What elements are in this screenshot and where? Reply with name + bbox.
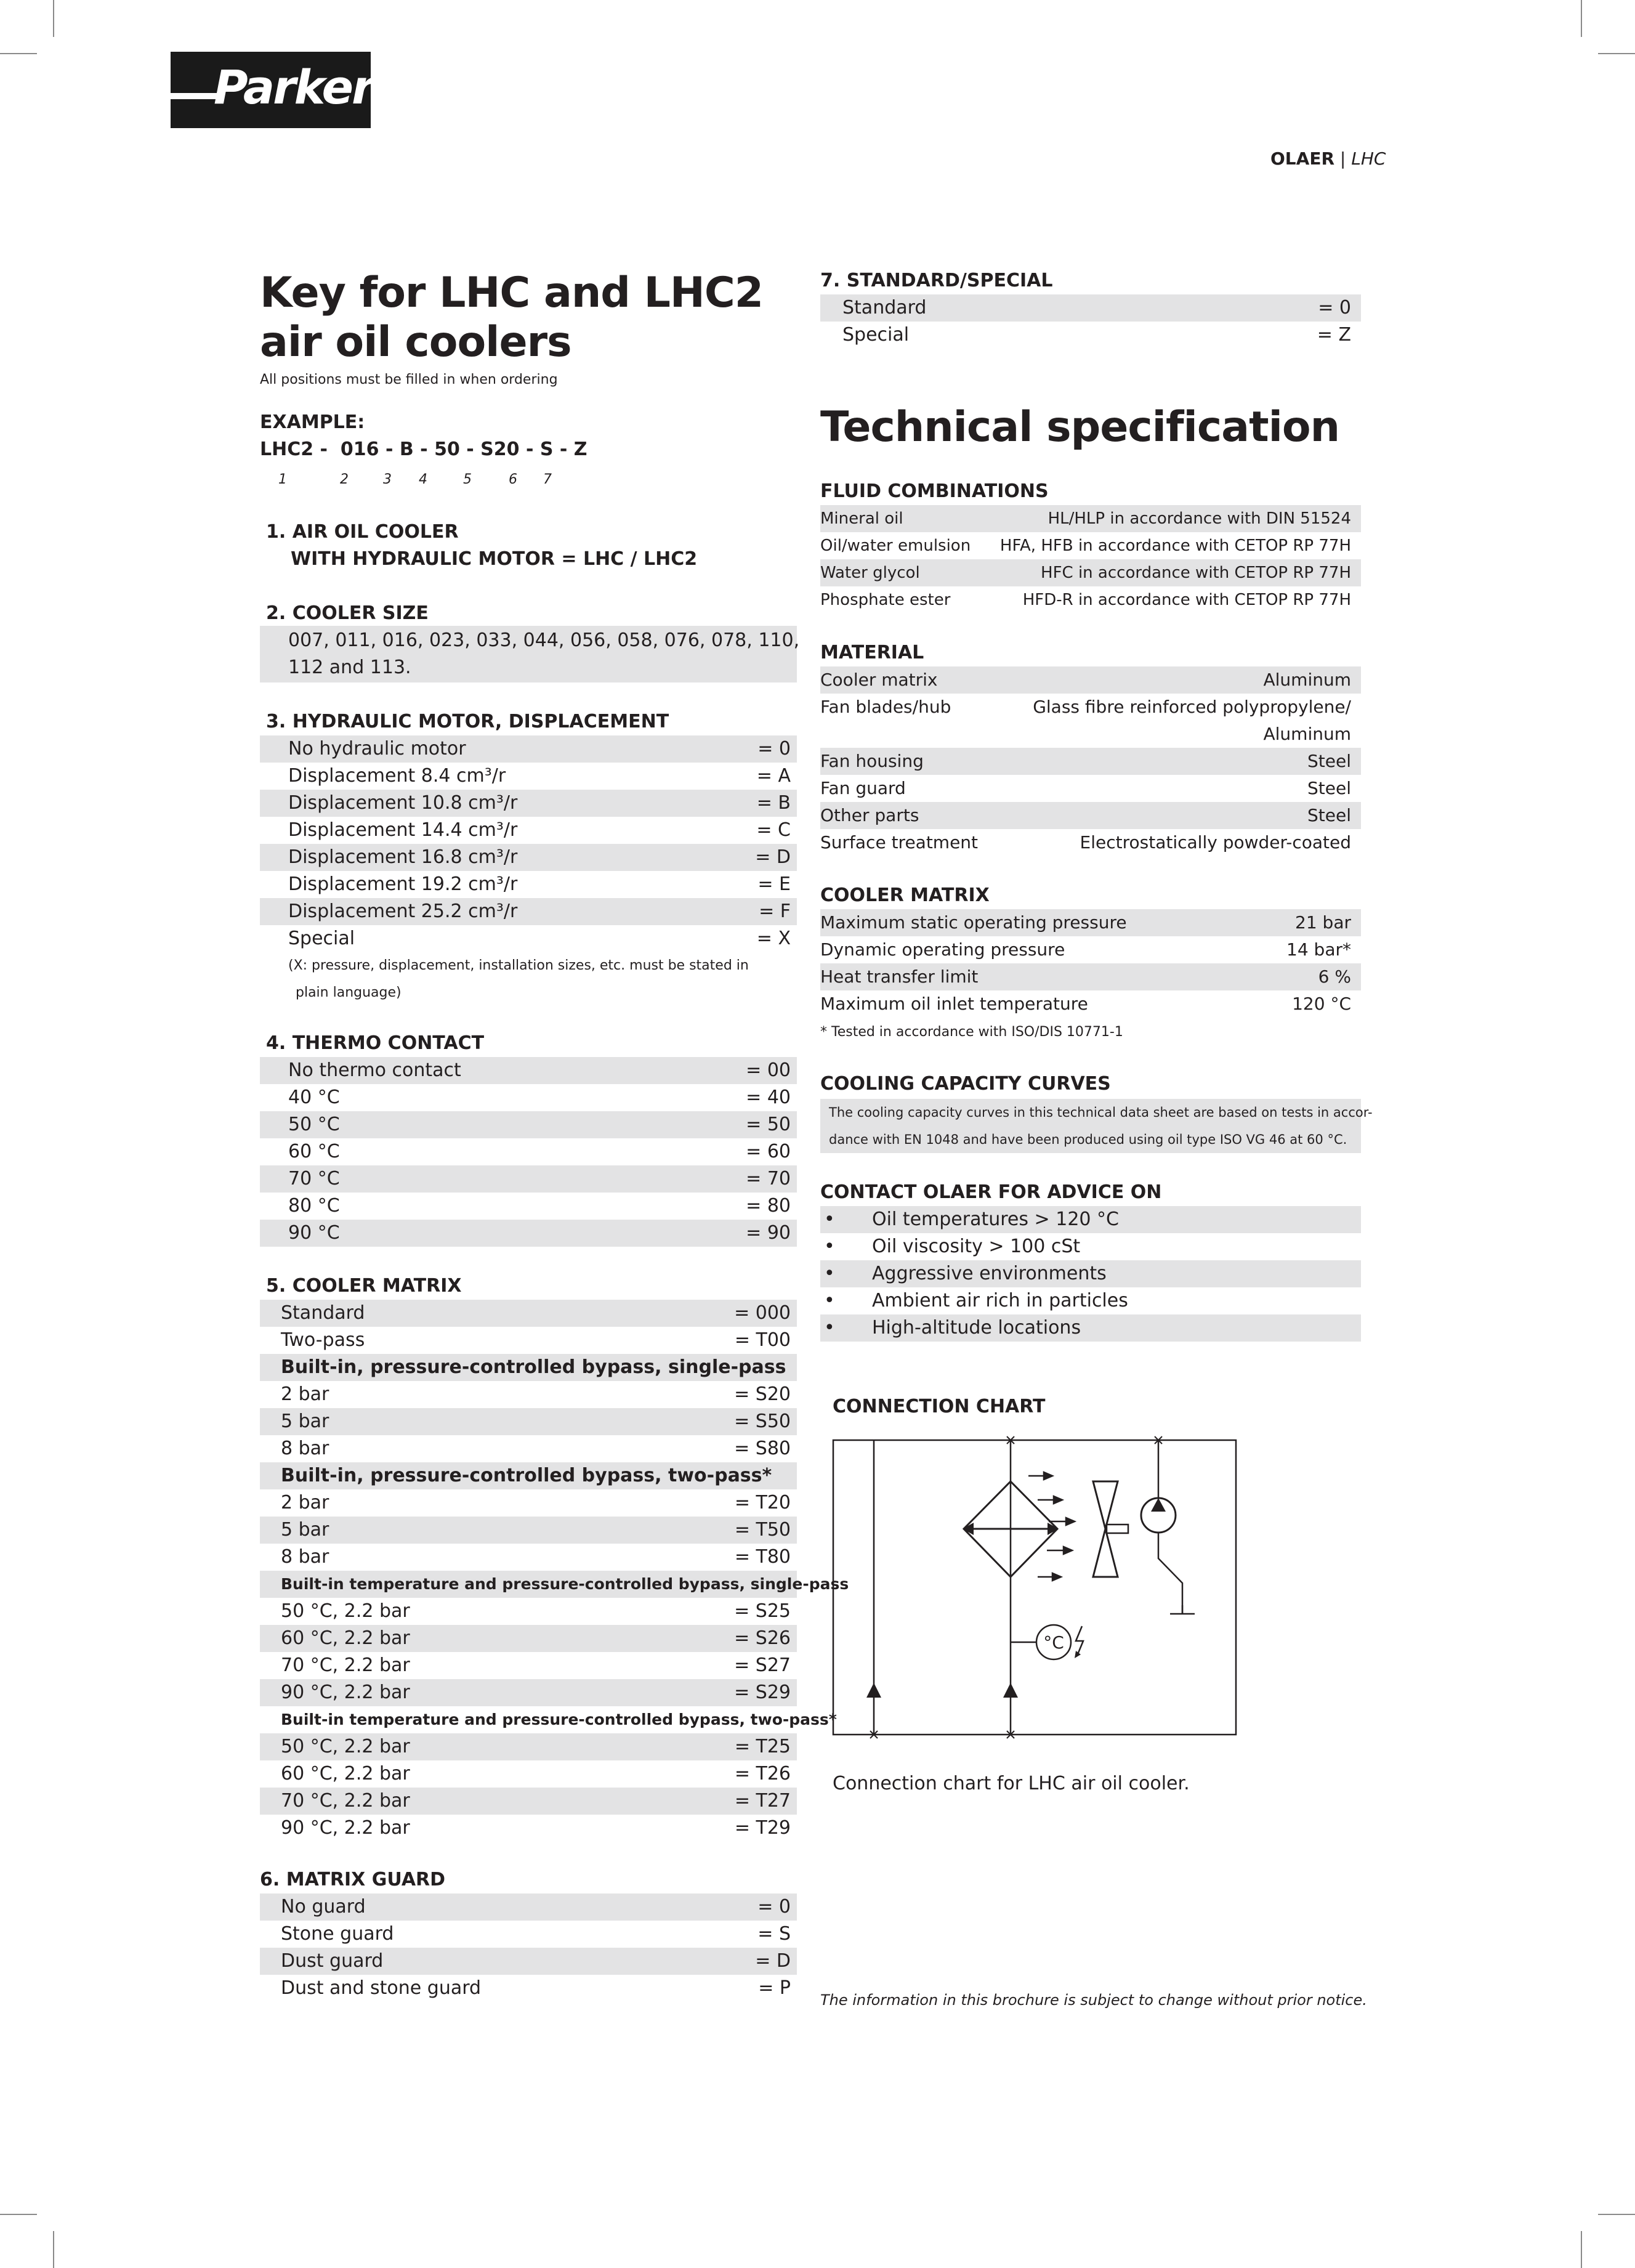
row-value: 14 bar*: [1286, 939, 1351, 960]
table-row: [820, 963, 1361, 990]
list-item: [820, 1260, 1361, 1287]
row-label: 90 °C: [288, 1222, 340, 1244]
row-label: Fan housing: [820, 751, 924, 771]
row-label: Displacement 16.8 cm³/r: [288, 846, 518, 868]
fluid-table: [820, 505, 1361, 614]
table-row: [260, 1788, 797, 1815]
table-row: [820, 294, 1361, 322]
table-row: [260, 925, 797, 952]
crop-mark: [1581, 0, 1582, 37]
row-value: Steel: [1307, 778, 1351, 798]
table-row: [260, 1893, 797, 1921]
position-number: 4: [419, 472, 427, 487]
table-row: [260, 1679, 797, 1706]
bullet-icon: •: [824, 1290, 835, 1311]
row-code: = S: [757, 1923, 791, 1945]
section-3-title: 3. HYDRAULIC MOTOR, DISPLACEMENT: [266, 711, 669, 732]
row-label: 80 °C: [288, 1195, 340, 1217]
row-label: No guard: [281, 1896, 366, 1918]
row-label: Mineral oil: [820, 509, 903, 528]
section-5-title: 5. COOLER MATRIX: [266, 1275, 462, 1297]
row-code: = 00: [746, 1059, 791, 1081]
crop-mark: [1581, 2231, 1582, 2268]
row-label: Two-pass: [281, 1329, 365, 1351]
chart-caption: Connection chart for LHC air oil cooler.: [833, 1773, 1190, 1794]
row-label: 40 °C: [288, 1087, 340, 1108]
advice-title: CONTACT OLAER FOR ADVICE ON: [820, 1181, 1162, 1203]
section-1-title: 1. AIR OIL COOLER: [266, 521, 459, 543]
row-label: Heat transfer limit: [820, 966, 979, 987]
crop-mark: [1598, 53, 1635, 54]
row-label: 2 bar: [281, 1383, 329, 1405]
logo-text: Parker: [214, 60, 373, 115]
row-code: = X: [756, 928, 791, 949]
page-title-line2: air oil coolers: [260, 318, 571, 367]
row-code: = T80: [734, 1546, 791, 1568]
table-row: [260, 735, 797, 763]
list-item: [820, 1233, 1361, 1260]
row-label: Standard: [281, 1302, 365, 1324]
section-6-title: 6. MATRIX GUARD: [260, 1869, 446, 1890]
connection-chart-diagram: [828, 1429, 1241, 1749]
table-subheading: [260, 1571, 849, 1598]
table-row: [260, 898, 797, 925]
table-row: [260, 1300, 797, 1327]
row-code: = T26: [734, 1763, 791, 1784]
row-label: Oil/water emulsion: [820, 537, 971, 555]
fluid-title: FLUID COMBINATIONS: [820, 480, 1049, 502]
table-row: [820, 909, 1361, 936]
row-label: 70 °C, 2.2 bar: [281, 1790, 410, 1812]
table-row: [260, 1489, 797, 1517]
table-row: [820, 666, 1361, 694]
section-4-title: 4. THERMO CONTACT: [266, 1032, 485, 1054]
row-code: = 0: [757, 738, 791, 759]
logo-stripe: [171, 93, 220, 99]
table-row: [260, 1544, 797, 1571]
position-number: 7: [543, 472, 552, 487]
list-item-text: Aggressive environments: [872, 1263, 1107, 1284]
row-label: 70 °C, 2.2 bar: [281, 1654, 410, 1676]
row-label: 2 bar: [281, 1492, 329, 1513]
row-code: = 90: [746, 1222, 791, 1244]
table-row: [820, 322, 1361, 349]
row-label: Displacement 25.2 cm³/r: [288, 901, 518, 922]
thermo-table: [260, 1057, 797, 1247]
list-item: [820, 1206, 1361, 1233]
table-row: [260, 1057, 797, 1084]
row-code: = D: [755, 1950, 791, 1972]
thermo-contact-label: °C: [1043, 1632, 1064, 1653]
tech-spec-title: Technical specification: [820, 403, 1340, 452]
crop-mark: [1598, 2214, 1635, 2215]
row-code: = T20: [734, 1492, 791, 1513]
row-code: = B: [756, 792, 791, 814]
row-value: 21 bar: [1295, 912, 1351, 933]
table-row: [260, 1598, 797, 1625]
connection-chart-title: CONNECTION CHART: [833, 1396, 1046, 1417]
disclaimer: The information in this brochure is subject to change without prior notice.: [820, 1991, 1367, 2009]
table-row: [260, 790, 797, 817]
row-label: 90 °C, 2.2 bar: [281, 1682, 410, 1703]
row-label: Cooler matrix: [820, 670, 938, 690]
flow-lines: [1011, 1440, 1195, 1735]
table-row: [260, 871, 797, 898]
material-title: MATERIAL: [820, 642, 924, 663]
matrix-code-table: [260, 1300, 849, 1842]
row-value: Steel: [1307, 805, 1351, 825]
row-label: 50 °C, 2.2 bar: [281, 1736, 410, 1757]
row-label: Built-in, pressure-controlled bypass, two-pass*: [281, 1465, 772, 1486]
page-title-line1: Key for LHC and LHC2: [260, 269, 764, 317]
header-brand: OLAER: [1270, 148, 1335, 169]
row-code: = P: [758, 1977, 791, 1999]
row-code: = S25: [734, 1600, 791, 1622]
row-code: = 40: [746, 1087, 791, 1108]
curves-line2: dance with EN 1048 and have been produced using oil type ISO VG 46 at 60 °C.: [829, 1132, 1347, 1147]
guard-table: [260, 1893, 797, 2002]
example-label: EXAMPLE:: [260, 411, 365, 433]
row-value: HL/HLP in accordance with DIN 51524: [1048, 509, 1351, 528]
list-item: [820, 1314, 1361, 1342]
table-row: [260, 1220, 797, 1247]
row-code: = 70: [746, 1168, 791, 1189]
row-label: 70 °C: [288, 1168, 340, 1189]
row-code: = T50: [734, 1519, 791, 1541]
row-code: = S27: [734, 1654, 791, 1676]
list-item-text: Oil viscosity > 100 cSt: [872, 1236, 1081, 1257]
row-code: = T29: [734, 1817, 791, 1839]
row-label: No hydraulic motor: [288, 738, 466, 759]
row-label: Built-in temperature and pressure-controlled bypass, two-pass*: [281, 1711, 837, 1728]
table-row: [260, 1084, 797, 1111]
row-label: 8 bar: [281, 1438, 329, 1459]
crop-mark: [53, 2231, 54, 2268]
list-item: [820, 1287, 1361, 1314]
frame: [833, 1440, 1236, 1735]
bullet-icon: •: [824, 1263, 835, 1284]
table-row: [820, 532, 1361, 559]
row-code: = S29: [734, 1682, 791, 1703]
running-header: [1270, 148, 1386, 169]
table-row: [260, 817, 797, 844]
list-item-text: High-altitude locations: [872, 1317, 1081, 1339]
row-code: = S80: [734, 1438, 791, 1459]
position-number: 5: [463, 472, 472, 487]
parker-logo: [171, 52, 371, 128]
table-row: [260, 1760, 797, 1788]
section-1-line2: WITH HYDRAULIC MOTOR = LHC / LHC2: [291, 548, 698, 570]
row-label: 60 °C, 2.2 bar: [281, 1763, 410, 1784]
row-label: Other parts: [820, 805, 919, 825]
position-number: 3: [383, 472, 392, 487]
fan-symbol: [1093, 1481, 1118, 1577]
table-row: [260, 1625, 797, 1652]
row-code: = 0: [757, 1896, 791, 1918]
cooler-matrix-title: COOLER MATRIX: [820, 885, 990, 906]
row-code: = T27: [734, 1790, 791, 1812]
row-code: = T00: [734, 1329, 791, 1351]
row-code: = 0: [1318, 297, 1351, 318]
table-row: [260, 763, 797, 790]
table-row: [260, 1733, 797, 1760]
bullet-icon: •: [824, 1236, 835, 1257]
row-label: 5 bar: [281, 1411, 329, 1432]
row-code: = 60: [746, 1141, 791, 1162]
row-code: = T25: [734, 1736, 791, 1757]
table-row: [820, 775, 1361, 802]
row-code: = D: [755, 846, 791, 868]
row-label: Displacement 14.4 cm³/r: [288, 819, 518, 841]
row-label: 90 °C, 2.2 bar: [281, 1817, 410, 1839]
table-row: [260, 1948, 797, 1975]
table-row: [260, 1517, 797, 1544]
row-value: Aluminum: [1263, 724, 1351, 744]
row-label: Fan guard: [820, 778, 906, 798]
position-number: 1: [278, 472, 287, 487]
table-row: [260, 844, 797, 871]
table-row: [260, 1435, 797, 1462]
row-label: Dust and stone guard: [281, 1977, 482, 1999]
table-row: [260, 1327, 797, 1354]
table-row: [820, 802, 1361, 829]
shaft: [1107, 1525, 1128, 1533]
row-code: = E: [757, 873, 791, 895]
row-value: Electrostatically powder-coated: [1080, 832, 1351, 853]
table-subheading: [260, 1462, 797, 1489]
subtitle: All positions must be filled in when ordering: [260, 372, 558, 387]
table-row: [820, 559, 1361, 586]
row-value: Aluminum: [1263, 670, 1351, 690]
table-row: [260, 1652, 797, 1679]
row-value: HFA, HFB in accordance with CETOP RP 77H: [999, 537, 1351, 555]
example-code: LHC2 - 016 - B - 50 - S20 - S - Z: [260, 439, 587, 460]
row-code: = S20: [734, 1383, 791, 1405]
row-label: Dynamic operating pressure: [820, 939, 1065, 960]
header-product: LHC: [1351, 148, 1386, 169]
table-row: [260, 1165, 797, 1193]
material-table: [820, 666, 1361, 856]
crop-mark: [0, 53, 37, 54]
row-code: = 000: [734, 1302, 791, 1324]
row-label: Standard: [842, 297, 927, 318]
table-subheading: [260, 1706, 837, 1733]
row-label: 5 bar: [281, 1519, 329, 1541]
table-row: [260, 1138, 797, 1165]
cooler-matrix-table: [820, 909, 1361, 1018]
row-label: Built-in temperature and pressure-controlled bypass, single-pass: [281, 1575, 849, 1593]
table-subheading: [260, 1354, 797, 1381]
row-label: Special: [288, 928, 355, 949]
table-row: [820, 505, 1361, 532]
row-label: 50 °C, 2.2 bar: [281, 1600, 410, 1622]
row-code: = C: [756, 819, 791, 841]
bullet-icon: •: [824, 1209, 835, 1230]
table-row: [260, 1111, 797, 1138]
table-row: [820, 586, 1361, 614]
row-label: 60 °C: [288, 1141, 340, 1162]
row-label: Displacement 8.4 cm³/r: [288, 765, 506, 787]
curves-line1: The cooling capacity curves in this technical data sheet are based on tests in accor-: [829, 1105, 1373, 1120]
row-label: Water glycol: [820, 564, 920, 582]
row-code: = S50: [734, 1411, 791, 1432]
section-2-title: 2. COOLER SIZE: [266, 602, 429, 624]
row-label: 60 °C, 2.2 bar: [281, 1627, 410, 1649]
row-label: Maximum oil inlet temperature: [820, 994, 1088, 1014]
row-label: Displacement 10.8 cm³/r: [288, 792, 518, 814]
row-label: Stone guard: [281, 1923, 394, 1945]
row-value: HFC in accordance with CETOP RP 77H: [1041, 564, 1351, 582]
header-separator: |: [1339, 148, 1346, 169]
row-value: 6 %: [1318, 966, 1351, 987]
row-value: HFD-R in accordance with CETOP RP 77H: [1022, 591, 1351, 609]
standard-special-table: [820, 294, 1361, 349]
advice-list: [820, 1206, 1361, 1342]
row-label: 50 °C: [288, 1114, 340, 1135]
motor-table: [260, 735, 797, 952]
curves-box: [820, 1099, 1373, 1153]
row-label: Dust guard: [281, 1950, 384, 1972]
row-code: = 50: [746, 1114, 791, 1135]
position-number: 2: [340, 472, 349, 487]
section-7-title: 7. STANDARD/SPECIAL: [820, 270, 1053, 291]
row-label: Maximum static operating pressure: [820, 912, 1127, 933]
table-row: [820, 829, 1361, 856]
check-valve-icons: [866, 1683, 1018, 1698]
bullet-icon: •: [824, 1317, 835, 1339]
crop-mark: [0, 2214, 37, 2215]
thermo-contact-symbol: [1036, 1625, 1083, 1659]
row-label: 8 bar: [281, 1546, 329, 1568]
motor-note-line1: (X: pressure, displacement, installation sizes, etc. must be stated in: [288, 958, 749, 973]
row-code: = Z: [1317, 324, 1351, 346]
row-label: Surface treatment: [820, 832, 979, 853]
row-code: = S26: [734, 1627, 791, 1649]
cooler-size-line1: 007, 011, 016, 023, 033, 044, 056, 058, 076, 078, 110,: [288, 630, 800, 651]
table-row: [820, 990, 1361, 1018]
table-row: [260, 1193, 797, 1220]
crop-mark: [53, 0, 54, 37]
row-value: Steel: [1307, 751, 1351, 771]
table-row: [820, 694, 1361, 721]
table-row: [820, 936, 1361, 963]
matrix-footnote: * Tested in accordance with ISO/DIS 10771-1: [820, 1024, 1123, 1040]
row-code: = A: [756, 765, 791, 787]
row-code: = 80: [746, 1195, 791, 1217]
row-label: Phosphate ester: [820, 591, 951, 609]
table-row: [260, 1408, 797, 1435]
table-row: [820, 748, 1361, 775]
row-value: Glass fibre reinforced polypropylene/: [1033, 697, 1351, 717]
row-value: 120 °C: [1292, 994, 1351, 1014]
table-row: [260, 1975, 797, 2002]
row-label: Built-in, pressure-controlled bypass, single-pass: [281, 1356, 786, 1378]
table-row: [260, 1815, 797, 1842]
curves-title: COOLING CAPACITY CURVES: [820, 1073, 1111, 1095]
row-label: Special: [842, 324, 910, 346]
row-code: = F: [759, 901, 791, 922]
table-row: [260, 1921, 797, 1948]
table-row: [820, 721, 1361, 748]
row-label: Fan blades/hub: [820, 697, 951, 717]
row-label: Displacement 19.2 cm³/r: [288, 873, 518, 895]
table-row: [260, 1381, 797, 1408]
row-label: No thermo contact: [288, 1059, 461, 1081]
list-item-text: Oil temperatures > 120 °C: [872, 1209, 1119, 1230]
list-item-text: Ambient air rich in particles: [872, 1290, 1128, 1311]
motor-symbol: [1141, 1498, 1176, 1533]
motor-note-line2: plain language): [296, 985, 402, 1000]
cooler-size-line2: 112 and 113.: [288, 657, 411, 678]
position-number: 6: [509, 472, 517, 487]
